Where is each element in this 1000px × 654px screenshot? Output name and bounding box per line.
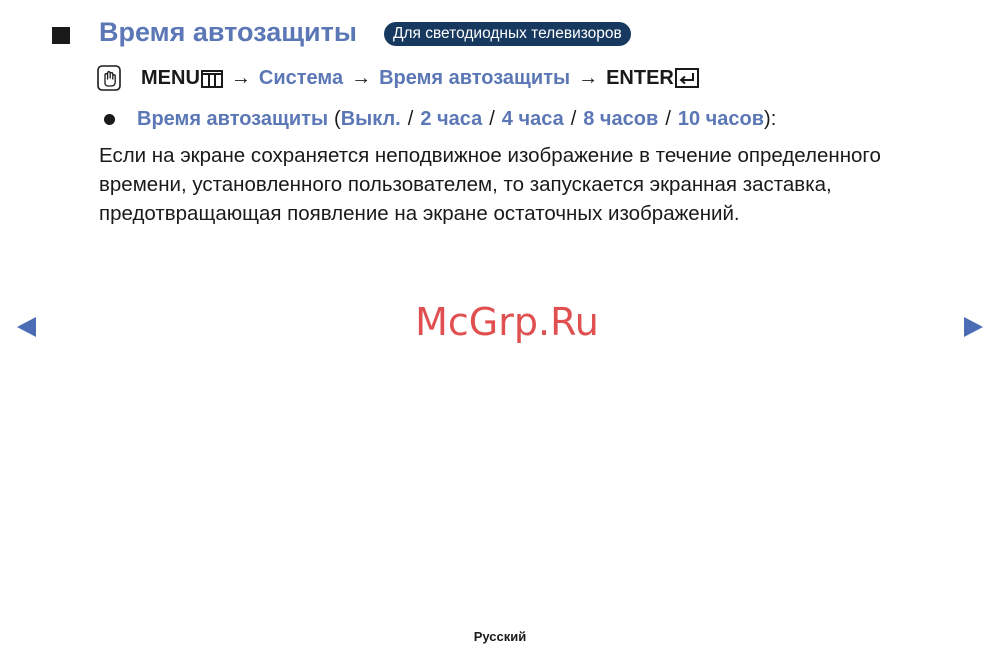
option-name: Время автозащиты — [137, 108, 329, 130]
menu-label: MENU — [141, 66, 200, 89]
section-title: Время автозащиты — [99, 17, 357, 47]
option-value-10h: 10 часов — [677, 108, 765, 130]
option-value-4h: 4 часа — [501, 108, 564, 130]
description-text: Если на экране сохраняется неподвижное изображение в течение определенного времени, установленного пользователем, то запускается экранная заставка, предотвращающая появление на экране остаточных изображений. — [99, 144, 881, 225]
menu-grid-icon — [201, 70, 223, 88]
option-value-off: Выкл. — [340, 108, 401, 130]
path-arrow: → — [578, 66, 599, 89]
option-line — [104, 108, 776, 131]
section-bullet — [52, 27, 70, 44]
path-system: Система — [258, 66, 344, 89]
option-value-2h: 2 часа — [420, 108, 483, 130]
footer-language: Русский — [473, 629, 527, 644]
path-arrow: → — [351, 66, 372, 89]
enter-icon — [675, 68, 699, 88]
option-separator: / — [570, 108, 577, 130]
path-item: Время автозащиты — [379, 66, 571, 89]
option-value-8h: 8 часов — [583, 108, 659, 130]
option-separator: / — [665, 108, 671, 130]
prev-page-arrow-icon[interactable] — [16, 316, 36, 338]
om-hand-icon — [97, 65, 121, 91]
option-open-paren: ( — [334, 108, 341, 130]
list-bullet — [104, 114, 115, 125]
next-page-arrow-icon[interactable] — [964, 316, 984, 338]
option-separator: / — [489, 108, 495, 130]
watermark: McGrp.Ru — [415, 300, 599, 344]
option-close-paren: ): — [764, 108, 777, 130]
option-separator: / — [407, 108, 414, 130]
menu-path — [97, 64, 699, 92]
path-arrow: → — [230, 66, 251, 89]
enter-label: ENTER — [606, 66, 674, 89]
model-badge: Для светодиодных телевизоров — [384, 22, 631, 46]
